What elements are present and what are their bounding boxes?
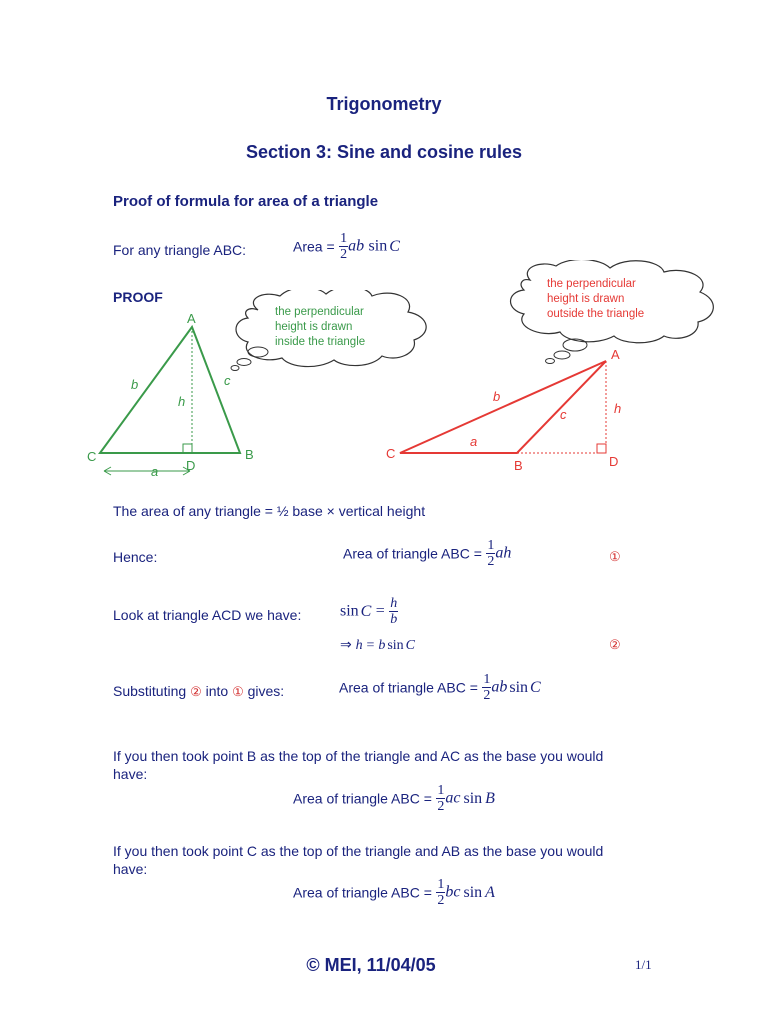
acd-var: C — [360, 602, 372, 620]
sub-post: gives: — [247, 683, 285, 699]
proof-label: PROOF — [113, 289, 163, 305]
sub-rest: ab — [491, 678, 508, 696]
sub-marker-1: ① — [232, 684, 244, 699]
para-c-text: Area of triangle ABC = — [293, 884, 432, 901]
para-b-var: B — [485, 789, 495, 807]
label-side-b: b — [131, 377, 139, 392]
label2-side-a: a — [470, 434, 478, 449]
substitute-formula — [339, 672, 541, 703]
right-angle-marker — [183, 444, 192, 453]
para-b-rest: ac — [445, 789, 461, 807]
para-c-line2: have: — [113, 861, 148, 877]
label2-vertex-a: A — [611, 347, 620, 362]
h-eq: = — [366, 638, 375, 653]
footer-copyright: © MEI, 11/04/05 — [306, 955, 436, 975]
h-rest: b — [378, 638, 386, 653]
hence-formula — [343, 538, 511, 569]
label2-side-b: b — [493, 389, 501, 404]
subheading: Proof of formula for area of a triangle — [113, 193, 379, 210]
page-title: Trigonometry — [326, 94, 442, 114]
para-b-text: Area of triangle ABC = — [293, 790, 432, 807]
para-c-sin: sin — [463, 883, 483, 901]
h-var: h — [355, 638, 363, 653]
bubble1-line1: the perpendicular — [275, 306, 364, 318]
page-number: 1/1 — [635, 957, 652, 972]
h-equals-bsinc — [340, 636, 415, 654]
section-heading: Section 3: Sine and cosine rules — [245, 142, 523, 162]
label2-side-c: c — [560, 407, 567, 422]
bubble1-line3: inside the triangle — [275, 336, 366, 348]
sin-c-ratio — [340, 596, 398, 627]
sub-var: C — [530, 678, 541, 696]
triangle-abc-red — [400, 361, 606, 453]
bubble2-line1: the perpendicular — [547, 278, 636, 290]
label2-vertex-b: B — [514, 458, 523, 473]
sub-pre: Substituting — [113, 683, 187, 699]
acd-eq: = — [375, 602, 385, 620]
hence-num: 1 — [487, 538, 495, 553]
bubble-dot-2 — [237, 359, 251, 366]
implies-symbol: ⇒ — [340, 638, 352, 653]
para-b-line2: have: — [113, 766, 148, 782]
hence-den: 2 — [487, 554, 495, 569]
bubble1-line2: height is drawn — [275, 321, 353, 333]
hence-text: Area of triangle ABC = — [343, 545, 482, 562]
area-statement: The area of any triangle = ½ base × vertical height — [113, 503, 426, 519]
diagram-outside-triangle — [370, 260, 730, 480]
bubble2-line3: outside the triangle — [547, 308, 645, 320]
bubble2-dot-3 — [546, 359, 555, 364]
equation-marker-1: ① — [609, 549, 621, 564]
acd-den: b — [390, 612, 398, 627]
hence-label: Hence: — [113, 549, 158, 565]
triangle-abc-green — [100, 327, 240, 453]
label-base-a: a — [151, 464, 159, 479]
sub-text: Area of triangle ABC = — [339, 679, 478, 696]
para-c-num: 1 — [437, 877, 445, 892]
acd-label: Look at triangle ACD we have: — [113, 607, 302, 623]
formula-rest: ab — [348, 237, 365, 255]
substitute-label — [113, 683, 284, 700]
sub-den: 2 — [483, 688, 491, 703]
acd-num: h — [390, 596, 398, 611]
para-b-formula — [293, 783, 495, 814]
acd-fraction — [389, 596, 398, 627]
equation-marker-2: ② — [609, 637, 621, 652]
para-c-den: 2 — [437, 893, 445, 908]
sub-num: 1 — [483, 672, 491, 687]
label2-vertex-c: C — [386, 446, 396, 461]
formula-label: For any triangle ABC: — [113, 242, 247, 258]
para-b-num: 1 — [437, 783, 445, 798]
bubble2-dot-2 — [554, 351, 570, 359]
label2-foot-d: D — [609, 454, 619, 469]
label2-height-h: h — [614, 401, 622, 416]
sub-marker-2: ② — [190, 684, 202, 699]
para-c-line1: If you then took point C as the top of the triangle and AB as the base you would — [113, 843, 604, 859]
para-b-line1: If you then took point B as the top of the triangle and AC as the base you would — [113, 748, 604, 764]
area-formula — [293, 231, 400, 262]
sub-mid: into — [205, 683, 229, 699]
area-prefix: Area = — [293, 238, 335, 255]
acd-sin: sin — [340, 602, 359, 620]
frac-num: 1 — [340, 231, 348, 246]
label-vertex-c: C — [87, 449, 97, 464]
para-c-rest: bc — [445, 883, 461, 901]
para-c-formula — [293, 877, 495, 908]
frac-den: 2 — [340, 247, 348, 262]
h-sin: sin — [387, 638, 404, 653]
h-var2: C — [405, 638, 415, 653]
fraction-half — [339, 231, 348, 262]
label-foot-d: D — [186, 458, 196, 473]
para-b-sin: sin — [463, 789, 483, 807]
sub-sin: sin — [509, 678, 529, 696]
para-b-den: 2 — [437, 799, 445, 814]
bubble-dot-3 — [231, 366, 239, 371]
label-vertex-a: A — [187, 311, 196, 326]
bubble2-line2: height is drawn — [547, 293, 625, 305]
hence-rest: ah — [495, 544, 512, 562]
para-c-var: A — [485, 883, 495, 901]
label-height-h: h — [178, 394, 186, 409]
right-angle-marker-red — [597, 444, 606, 453]
label-side-c: c — [224, 373, 231, 388]
formula-var: C — [389, 237, 400, 255]
formula-sin: sin — [368, 237, 388, 255]
label-vertex-b: B — [245, 447, 254, 462]
